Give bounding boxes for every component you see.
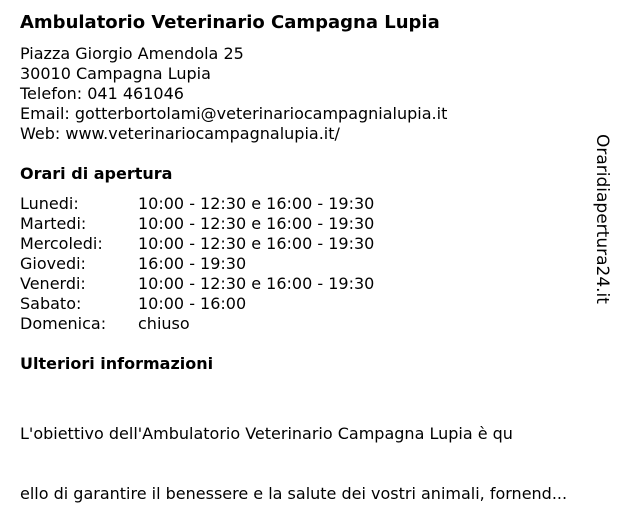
time-range: 10:00 - 12:30 e 16:00 - 19:30 [138,234,375,253]
time-range: 10:00 - 12:30 e 16:00 - 19:30 [138,194,375,213]
day-label: Sabato: [20,294,82,313]
day-label: Domenica: [20,314,107,333]
time-range: 16:00 - 19:30 [138,254,247,273]
site-watermark: Oraridiapertura24.it [592,134,612,304]
day-label: Martedi: [20,214,87,233]
day-label: Lunedi: [20,194,79,213]
time-range: chiuso [138,314,190,333]
hours-row-sunday [20,314,374,334]
time-range: 10:00 - 12:30 e 16:00 - 19:30 [138,214,375,233]
opening-hours-heading: Orari di apertura [20,164,173,183]
clinic-name: Ambulatorio Veterinario Campagna Lupia [20,12,440,33]
additional-info-heading: Ulteriori informazioni [20,354,214,373]
hours-row-saturday [20,294,374,314]
hours-row-thursday [20,254,374,274]
day-label: Giovedi: [20,254,86,273]
time-range: 10:00 - 16:00 [138,294,247,313]
additional-info-text [20,384,567,524]
email-address: Email: gotterbortolami@veterinariocampagnialupia.it [20,104,448,123]
day-label: Venerdi: [20,274,86,293]
description-line: L'obiettivo dell'Ambulatorio Veterinario Campagna Lupia è qu [20,424,513,443]
time-range: 10:00 - 12:30 e 16:00 - 19:30 [138,274,375,293]
day-label: Mercoledi: [20,234,103,253]
hours-row-friday [20,274,374,294]
street-address: Piazza Giorgio Amendola 25 [20,44,244,63]
city-postal-code: 30010 Campagna Lupia [20,64,211,83]
phone-number: Telefon: 041 461046 [20,84,184,103]
clinic-contact-block [20,44,447,144]
opening-hours-table [20,194,374,334]
hours-row-monday [20,194,374,214]
hours-row-tuesday [20,214,374,234]
hours-row-wednesday [20,234,374,254]
website-url: Web: www.veterinariocampagnalupia.it/ [20,124,340,143]
description-line: ello di garantire il benessere e la salute dei vostri animali, fornend... [20,484,568,503]
